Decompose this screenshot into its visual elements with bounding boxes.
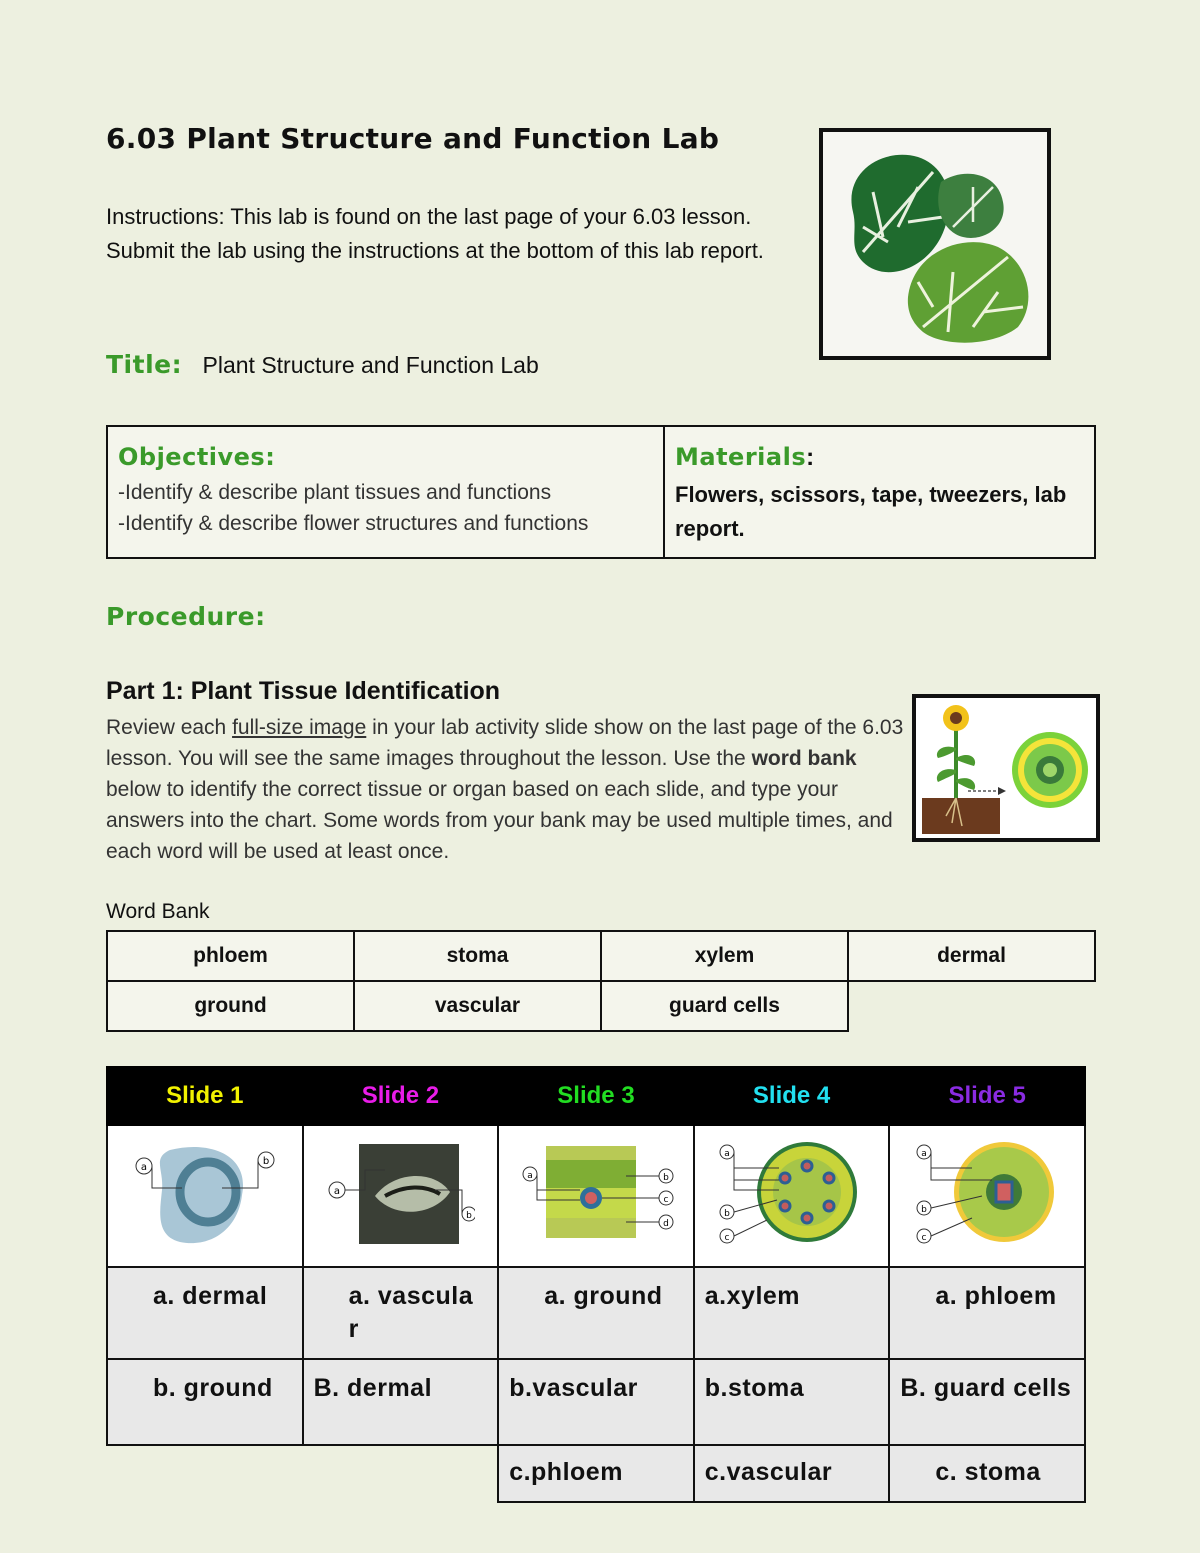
part1-body [106, 712, 906, 867]
word-bank-cell: vascular [354, 981, 601, 1031]
word-bank-label: Word Bank [106, 900, 210, 923]
answer-cell[interactable]: a.xylem [694, 1267, 890, 1359]
part1-body-text: below to identify the correct tissue or organ based on each slide, and type your answers into the chart. Some words from your bank may be used multiple times, and each word will be used at least once. [106, 778, 893, 863]
callout-label: b [262, 1155, 269, 1167]
full-size-image-link[interactable]: full-size image [232, 716, 367, 739]
objectives-cell [108, 427, 665, 557]
title-label: Title: [106, 350, 183, 379]
word-bank-cell: ground [107, 981, 354, 1031]
monstera-leaf-image [819, 128, 1051, 360]
slide-2-image [303, 1125, 499, 1267]
title-row [106, 350, 539, 379]
answer-cell[interactable]: a. phloem [889, 1267, 1085, 1359]
word-bank-table [106, 930, 1096, 1032]
answer-cell[interactable]: b. ground [107, 1359, 303, 1445]
title-value: Plant Structure and Function Lab [202, 352, 539, 378]
callout-label: a [140, 1161, 147, 1173]
callout-label: a [334, 1185, 341, 1197]
blank-cell [303, 1445, 499, 1502]
slides-answer-table [106, 1066, 1086, 1503]
word-bank-cell: guard cells [601, 981, 848, 1031]
objective-item: -Identify & describe plant tissues and functions [118, 481, 552, 504]
sunflower-cross-section-image [912, 694, 1100, 842]
part1-body-text: in your lab activity slide show on the last page of the 6.03 lesson. You will see the same images throughout the lesson. Use the [106, 716, 904, 770]
answer-cell[interactable]: a. ground [498, 1267, 694, 1359]
leaf-light [908, 242, 1029, 343]
slide-header: Slide 1 [107, 1067, 303, 1125]
materials-label: Materials [675, 443, 807, 471]
answer-cell[interactable]: c.phloem [498, 1445, 694, 1502]
procedure-heading: Procedure: [106, 602, 266, 631]
answer-cell[interactable]: c.vascular [694, 1445, 890, 1502]
word-bank-cell: dermal [848, 931, 1095, 981]
callout-label: a [723, 1148, 730, 1159]
slide-1-image [107, 1125, 303, 1267]
word-bank-empty-cell [848, 981, 1095, 1031]
answer-cell[interactable]: a. dermal [107, 1267, 303, 1359]
callout-label: a [921, 1148, 927, 1159]
answer-cell[interactable]: a. vascula r [303, 1267, 499, 1359]
objectives-label: Objectives: [118, 443, 276, 471]
answer-cell[interactable]: B. guard cells [889, 1359, 1085, 1445]
answer-cell[interactable]: b.vascular [498, 1359, 694, 1445]
slide-5-image [889, 1125, 1085, 1267]
callout-label: b [921, 1204, 928, 1215]
materials-colon: : [806, 444, 815, 471]
answer-cell[interactable]: B. dermal [303, 1359, 499, 1445]
callout-label: c [921, 1232, 927, 1243]
part1-body-text: Review each [106, 716, 233, 739]
callout-label: b [466, 1210, 473, 1221]
instructions-text: Instructions: This lab is found on the last page of your 6.03 lesson. Submit the lab using the instructions at the bottom of this lab report. [106, 204, 764, 263]
callout-label: d [663, 1218, 669, 1229]
blank-cell [107, 1445, 303, 1502]
word-bank-cell: xylem [601, 931, 848, 981]
slide-3-image [498, 1125, 694, 1267]
callout-label: c [663, 1194, 669, 1205]
objectives-materials-table [106, 425, 1096, 559]
objective-item: -Identify & describe flower structures and functions [118, 512, 589, 535]
word-bank-cell: phloem [107, 931, 354, 981]
word-bank-cell: stoma [354, 931, 601, 981]
document-title: 6.03 Plant Structure and Function Lab [106, 122, 720, 155]
part1-heading: Part 1: Plant Tissue Identification [106, 677, 501, 705]
slide-header: Slide 3 [498, 1067, 694, 1125]
word-bank-emphasis: word bank [751, 747, 857, 770]
answer-cell[interactable]: b.stoma [694, 1359, 890, 1445]
answer-cell[interactable]: c. stoma [889, 1445, 1085, 1502]
materials-cell [665, 427, 1094, 557]
slide-header: Slide 2 [303, 1067, 499, 1125]
leaf-mid [938, 174, 1003, 238]
callout-label: c [724, 1232, 730, 1243]
slide-header: Slide 5 [889, 1067, 1085, 1125]
slide-header: Slide 4 [694, 1067, 890, 1125]
callout-label: b [723, 1208, 730, 1219]
callout-label: b [663, 1172, 669, 1183]
slide-4-image [694, 1125, 890, 1267]
materials-text: Flowers, scissors, tape, tweezers, lab report. [675, 482, 1067, 541]
callout-label: a [527, 1170, 533, 1181]
